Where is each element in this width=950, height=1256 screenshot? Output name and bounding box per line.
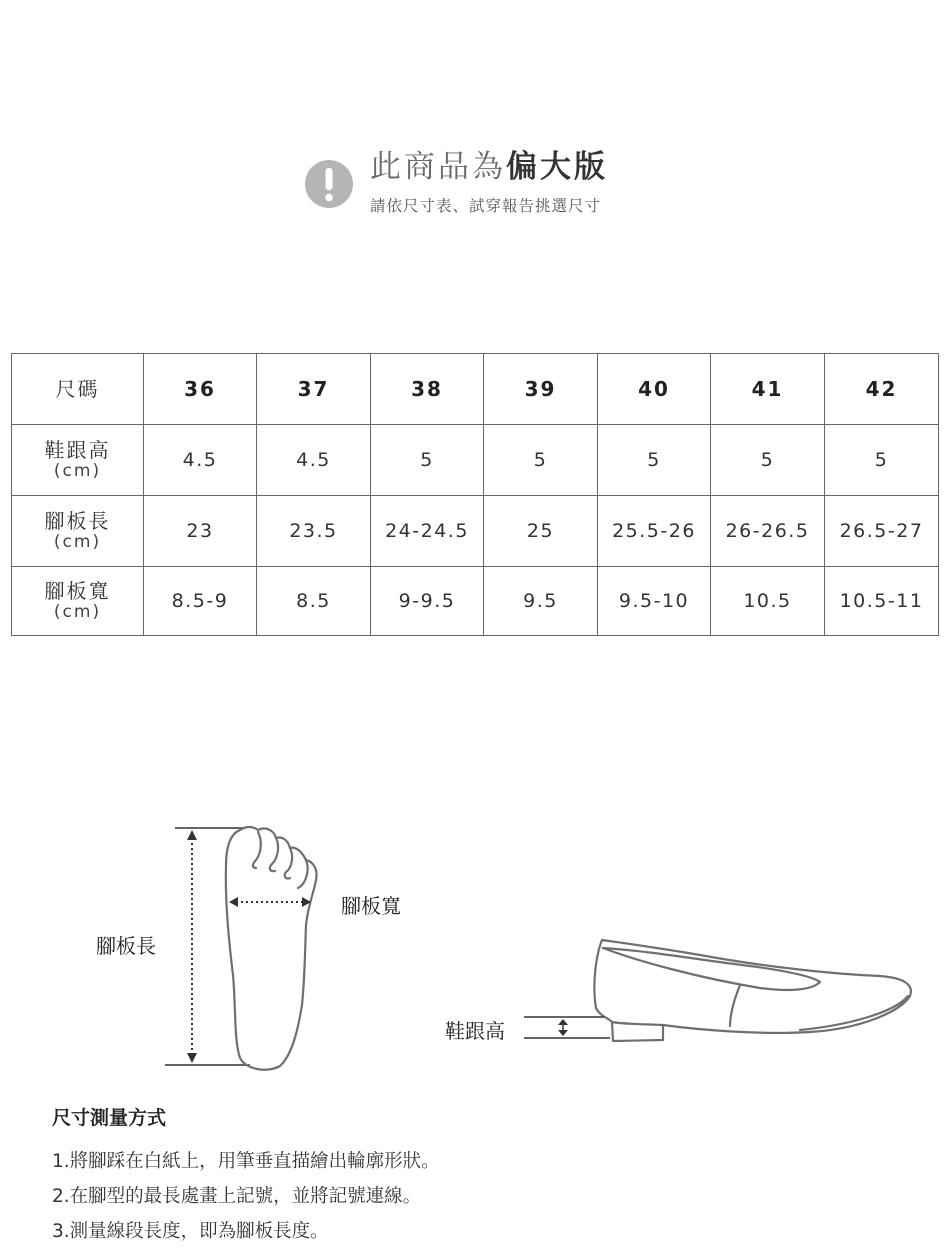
size-header-cell: 40 — [598, 354, 711, 425]
table-cell: 8.5 — [257, 567, 371, 636]
notice-title-bold: 偏大版 — [506, 149, 608, 185]
table-cell: 10.5 — [711, 567, 825, 636]
notice-title-light: 此商品為 — [370, 149, 506, 185]
size-header-cell: 37 — [257, 354, 371, 425]
table-cell: 5 — [598, 425, 711, 496]
row-label — [12, 496, 144, 567]
oversize-notice — [304, 145, 704, 225]
heel-height-label: 鞋跟高 — [445, 1019, 505, 1043]
foot-outline-icon — [226, 827, 317, 1070]
table-cell: 5 — [484, 425, 598, 496]
table-cell: 26.5-27 — [825, 496, 939, 567]
table-row-heel-height — [12, 425, 939, 496]
foot-length-arrow — [165, 828, 250, 1065]
foot-length-label: 腳板長 — [96, 934, 156, 958]
table-cell: 23 — [144, 496, 257, 567]
notice-title — [370, 145, 608, 189]
row-label-text: 腳板寬 — [44, 579, 111, 603]
shoe-outline-icon — [594, 940, 911, 1041]
size-header-cell: 36 — [144, 354, 257, 425]
row-label — [12, 567, 144, 636]
table-cell: 4.5 — [144, 425, 257, 496]
foot-width-label: 腳板寬 — [341, 894, 401, 918]
table-cell: 4.5 — [257, 425, 371, 496]
table-cell: 9.5 — [484, 567, 598, 636]
table-row-foot-length — [12, 496, 939, 567]
method-step: 1.將腳踩在白紙上，用筆垂直描繪出輪廓形狀。 — [52, 1151, 440, 1172]
row-label-text: 鞋跟高 — [44, 438, 111, 462]
size-table — [11, 353, 939, 636]
size-header-cell: 42 — [825, 354, 939, 425]
method-step: 3.測量線段長度，即為腳板長度。 — [52, 1221, 329, 1242]
table-cell: 25 — [484, 496, 598, 567]
row-unit: (cm) — [53, 532, 102, 552]
notice-subtitle: 請依尺寸表、試穿報告挑選尺寸 — [370, 197, 602, 215]
table-cell: 10.5-11 — [825, 567, 939, 636]
method-step: 2.在腳型的最長處畫上記號，並將記號連線。 — [52, 1186, 422, 1207]
table-cell: 5 — [371, 425, 484, 496]
size-header-label: 尺碼 — [12, 354, 144, 425]
table-cell: 26-26.5 — [711, 496, 825, 567]
size-header-cell: 38 — [371, 354, 484, 425]
row-label-text: 腳板長 — [44, 509, 111, 533]
table-cell: 25.5-26 — [598, 496, 711, 567]
method-title: 尺寸測量方式 — [52, 1107, 167, 1129]
row-label — [12, 425, 144, 496]
row-unit: (cm) — [53, 461, 102, 481]
table-cell: 23.5 — [257, 496, 371, 567]
size-header-cell: 39 — [484, 354, 598, 425]
table-cell: 24-24.5 — [371, 496, 484, 567]
foot-width-arrow — [229, 897, 311, 907]
row-unit: (cm) — [53, 602, 102, 622]
table-cell: 8.5-9 — [144, 567, 257, 636]
table-cell: 9.5-10 — [598, 567, 711, 636]
exclamation-circle-icon — [304, 159, 354, 209]
measurement-method — [52, 1104, 440, 1249]
heel-height-arrow — [524, 1017, 610, 1038]
size-header-cell: 41 — [711, 354, 825, 425]
table-header-row — [12, 354, 939, 425]
table-cell: 5 — [711, 425, 825, 496]
table-row-foot-width — [12, 567, 939, 636]
table-cell: 9-9.5 — [371, 567, 484, 636]
table-cell: 5 — [825, 425, 939, 496]
